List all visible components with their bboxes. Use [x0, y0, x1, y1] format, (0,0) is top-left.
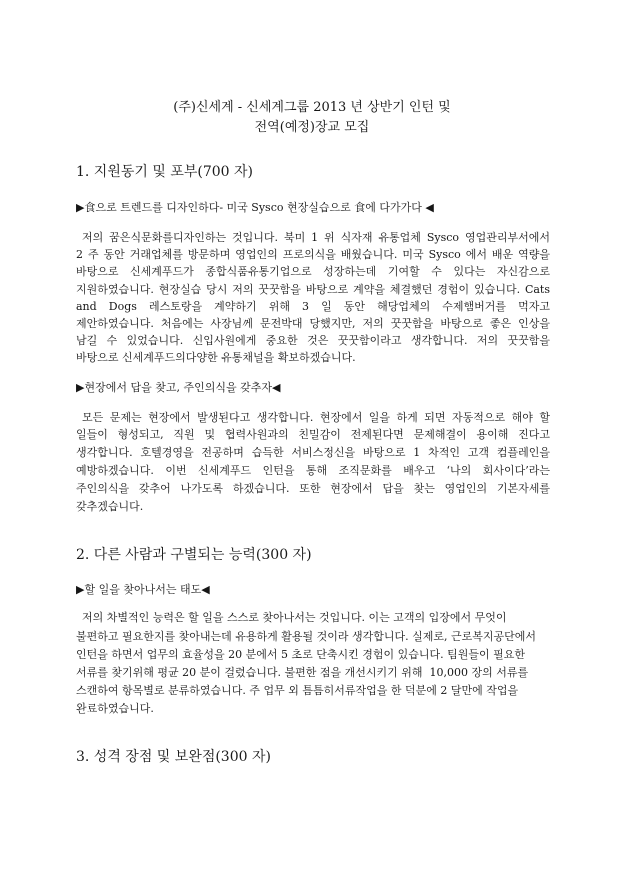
paragraph-line: 바탕으로 신세계푸드가 종합식품유통기업으로 성장하는데 기여할 수 있다는 자신감으로	[76, 265, 550, 278]
paragraph-line: 저의 차별적인 능력은 할 일을 스스로 찾아나서는 것입니다. 이는 고객의 입장에서 무엇이	[82, 611, 507, 624]
paragraph-line: 갖추겠습니다.	[76, 500, 144, 513]
paragraph-line: 지원하였습니다. 현장실습 당시 저의 꿋꿋함을 바탕으로 계약을 체결했던 경험이 있습니다. Cats	[76, 283, 550, 296]
paragraph-line: 예방하겠습니다. 이번 신세계푸드 인턴을 통해 조직문화를 배우고 ‘나의 회사이다’라는	[76, 464, 550, 477]
paragraph-line: 주인의식을 갖추어 나가도록 하겠습니다. 또한 현장에서 답을 찾는 영업인의 기본자세를	[76, 482, 550, 495]
paragraph-line: 남길 수 있었습니다. 신입사원에게 중요한 것은 꿋꿋함이라고 생각합니다. 저의 꿋꿋함을	[76, 334, 550, 347]
subheading-proactive-attitude: ▶할 일을 찾아나서는 태도◀	[76, 583, 210, 596]
subheading-field-ownership: ▶현장에서 답을 찾고, 주인의식을 갖추자◀	[76, 381, 281, 394]
section-heading-personality: 3. 성격 장점 및 보완점(300 자)	[76, 749, 271, 765]
paragraph-line: 생각합니다. 호텔경영을 전공하며 습득한 서비스정신을 바탕으로 1 차적인 고객 컴플레인을	[76, 446, 550, 459]
paragraph-line: 제안하였습니다. 처음에는 사장님께 문전박대 당했지만, 저의 꿋꿋함을 바탕으로 좋은 인상을	[76, 317, 550, 330]
document-title-line-2: 전역(예정)장교 모집	[254, 120, 370, 135]
paragraph-line: 일들이 형성되고, 직원 및 협력사원과의 친밀감이 전제된다면 문제해결이 용이해 진다고	[76, 428, 550, 441]
document-title-line-1: (주)신세계 - 신세계그룹 2013 년 상반기 인턴 및	[173, 100, 451, 115]
paragraph-line: 모든 문제는 현장에서 발생된다고 생각합니다. 현장에서 일을 하게 되면 자동적으로 해야 할	[82, 411, 550, 424]
paragraph-line: 스캔하여 항목별로 분류하였습니다. 주 업무 외 틈틈히서류작업을 한 덕분에 2 달만에 작업을	[76, 684, 519, 697]
paragraph-line: 완료하였습니다.	[76, 702, 154, 715]
paragraph-line: 바탕으로 신세계푸드의다양한 유통채널을 확보하겠습니다.	[76, 351, 356, 364]
section-heading-motivation: 1. 지원동기 및 포부(700 자)	[76, 164, 253, 180]
paragraph-line: 저의 꿈은식문화를디자인하는 것입니다. 북미 1 위 식자재 유통업체 Sysco 영업관리부서에서	[82, 231, 550, 244]
paragraph-line: 인턴을 하면서 업무의 효율성을 20 분에서 5 초로 단축시킨 경험이 있습니다. 팀원들이 필요한	[76, 648, 525, 661]
paragraph-line: 불편하고 필요한지를 찾아내는데 유용하게 활용될 것이라 생각합니다. 실제로, 근로복지공단에서	[76, 630, 537, 643]
paragraph-line: 서류를 찾기위해 평균 20 분이 걸렸습니다. 불편한 점을 개선시키기 위해 10,000 장의 서류를	[76, 666, 529, 679]
paragraph-line: and Dogs 레스토랑을 계약하기 위해 3 일 동안 해당업체의 수제햄버거를 먹자고	[76, 300, 550, 313]
subheading-food-trend: ▶食으로 트렌드를 디자인하다- 미국 Sysco 현장실습으로 食에 다가가다 ◀	[76, 201, 434, 214]
section-heading-distinct-ability: 2. 다른 사람과 구별되는 능력(300 자)	[76, 547, 312, 563]
paragraph-line: 2 주 동안 거래업체를 방문하며 영업인의 프로의식을 배웠습니다. 미국 Sysco 에서 배운 역량을	[76, 248, 550, 261]
